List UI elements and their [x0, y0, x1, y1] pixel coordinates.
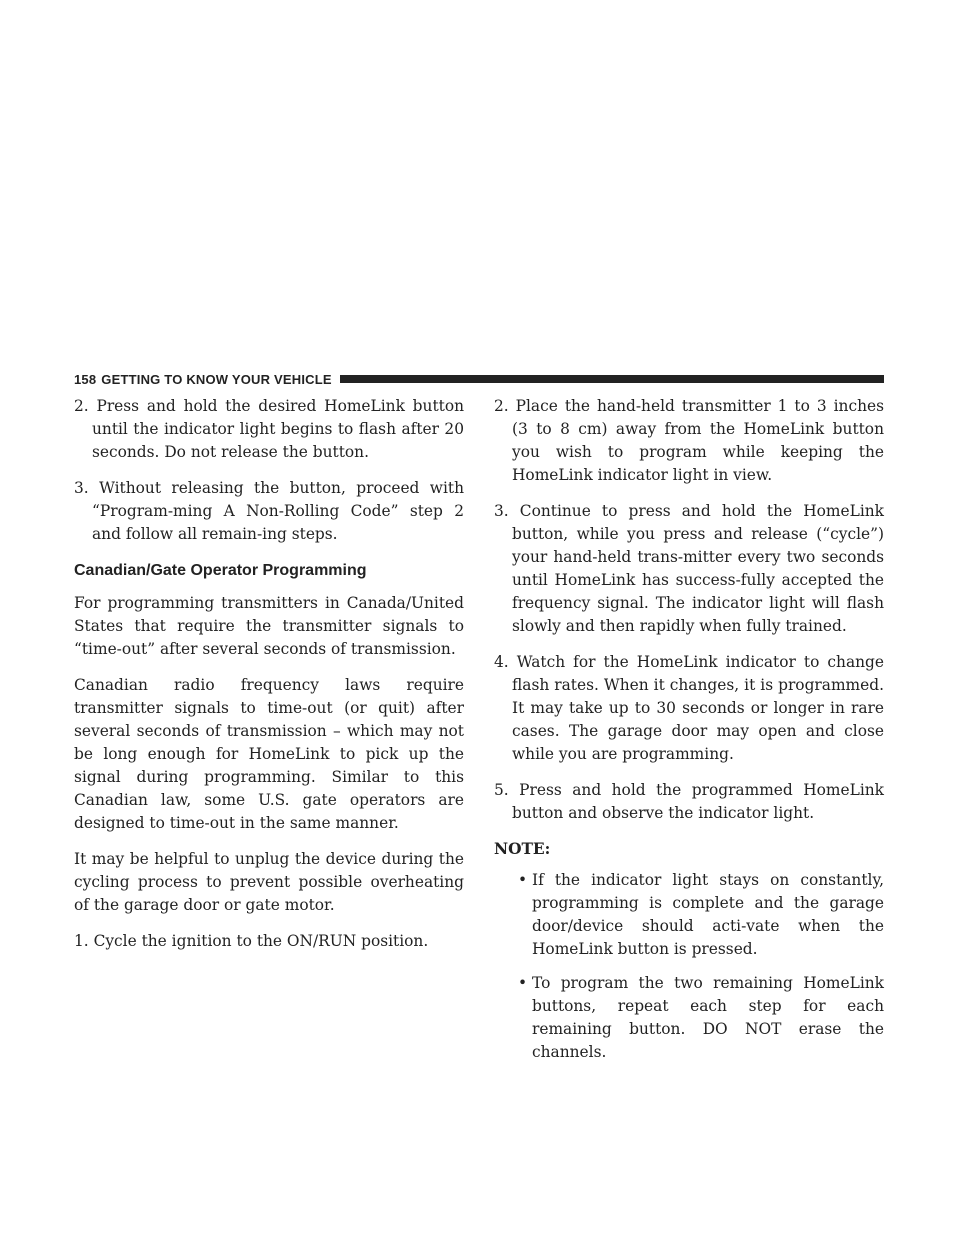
- step-2-hold-button: 2. Press and hold the desired HomeLink button until the indicator light begins to flash after 20 seconds. Do not release the button.: [74, 397, 464, 461]
- paragraph-canadian-law: Canadian radio frequency laws require transmitter signals to time-out (or quit) after several seconds of transmission – which may not be long enough for HomeLink to pick up the signal during programming. Similar to this Canadian law, some U.S. gate operators are designed to time-out in the same manner.: [74, 676, 464, 832]
- section-heading: Canadian/Gate Operator Programming: [74, 562, 367, 579]
- note-list: [494, 869, 884, 1064]
- step-3-press-hold: 3. Continue to press and hold the HomeLink button, while you press and release (“cycle”) your hand-held trans-mitter every two seconds until HomeLink has success-fully accepted the frequency signal. The indicator light will flash slowly and then rapidly when fully trained.: [494, 502, 884, 635]
- step-2-place-transmitter: 2. Place the hand-held transmitter 1 to 3 inches (3 to 8 cm) away from the HomeLink button you wish to program while keeping the HomeLink indicator light in view.: [494, 397, 884, 484]
- step-5-press-programmed: 5. Press and hold the programmed HomeLink button and observe the indicator light.: [494, 781, 884, 822]
- note-label: NOTE:: [494, 840, 551, 858]
- left-column: [74, 395, 464, 966]
- section-title: GETTING TO KNOW YOUR VEHICLE: [101, 371, 332, 387]
- note-text: To program the two remaining HomeLink buttons, repeat each step for each remaining button. DO NOT erase the channels.: [532, 974, 884, 1061]
- bullet-icon: •: [518, 974, 528, 992]
- header-rule: [340, 375, 884, 383]
- step-1-cycle-ignition: 1. Cycle the ignition to the ON/RUN position.: [74, 932, 429, 950]
- step-4-watch-indicator: 4. Watch for the HomeLink indicator to change flash rates. When it changes, it is programmed. It may take up to 30 seconds or longer in rare cases. The garage door may open and close while you are programming.: [494, 653, 884, 763]
- paragraph-unplug-tip: It may be helpful to unplug the device during the cycling process to prevent possible overheating of the garage door or gate motor.: [74, 850, 464, 914]
- note-item: [494, 972, 884, 1064]
- note-text: If the indicator light stays on constantly, programming is complete and the garage door/device should acti-vate when the HomeLink button is pressed.: [532, 871, 884, 958]
- bullet-icon: •: [518, 871, 528, 889]
- right-column: [494, 395, 884, 1075]
- note-item: [494, 869, 884, 961]
- page-header: [74, 371, 884, 387]
- page-number: 158: [74, 371, 97, 387]
- step-3-proceed: 3. Without releasing the button, proceed with “Program-ming A Non-Rolling Code” step 2 and follow all remain-ing steps.: [74, 479, 464, 543]
- paragraph-intro: For programming transmitters in Canada/United States that require the transmitter signals to “time-out” after several seconds of transmission.: [74, 594, 464, 658]
